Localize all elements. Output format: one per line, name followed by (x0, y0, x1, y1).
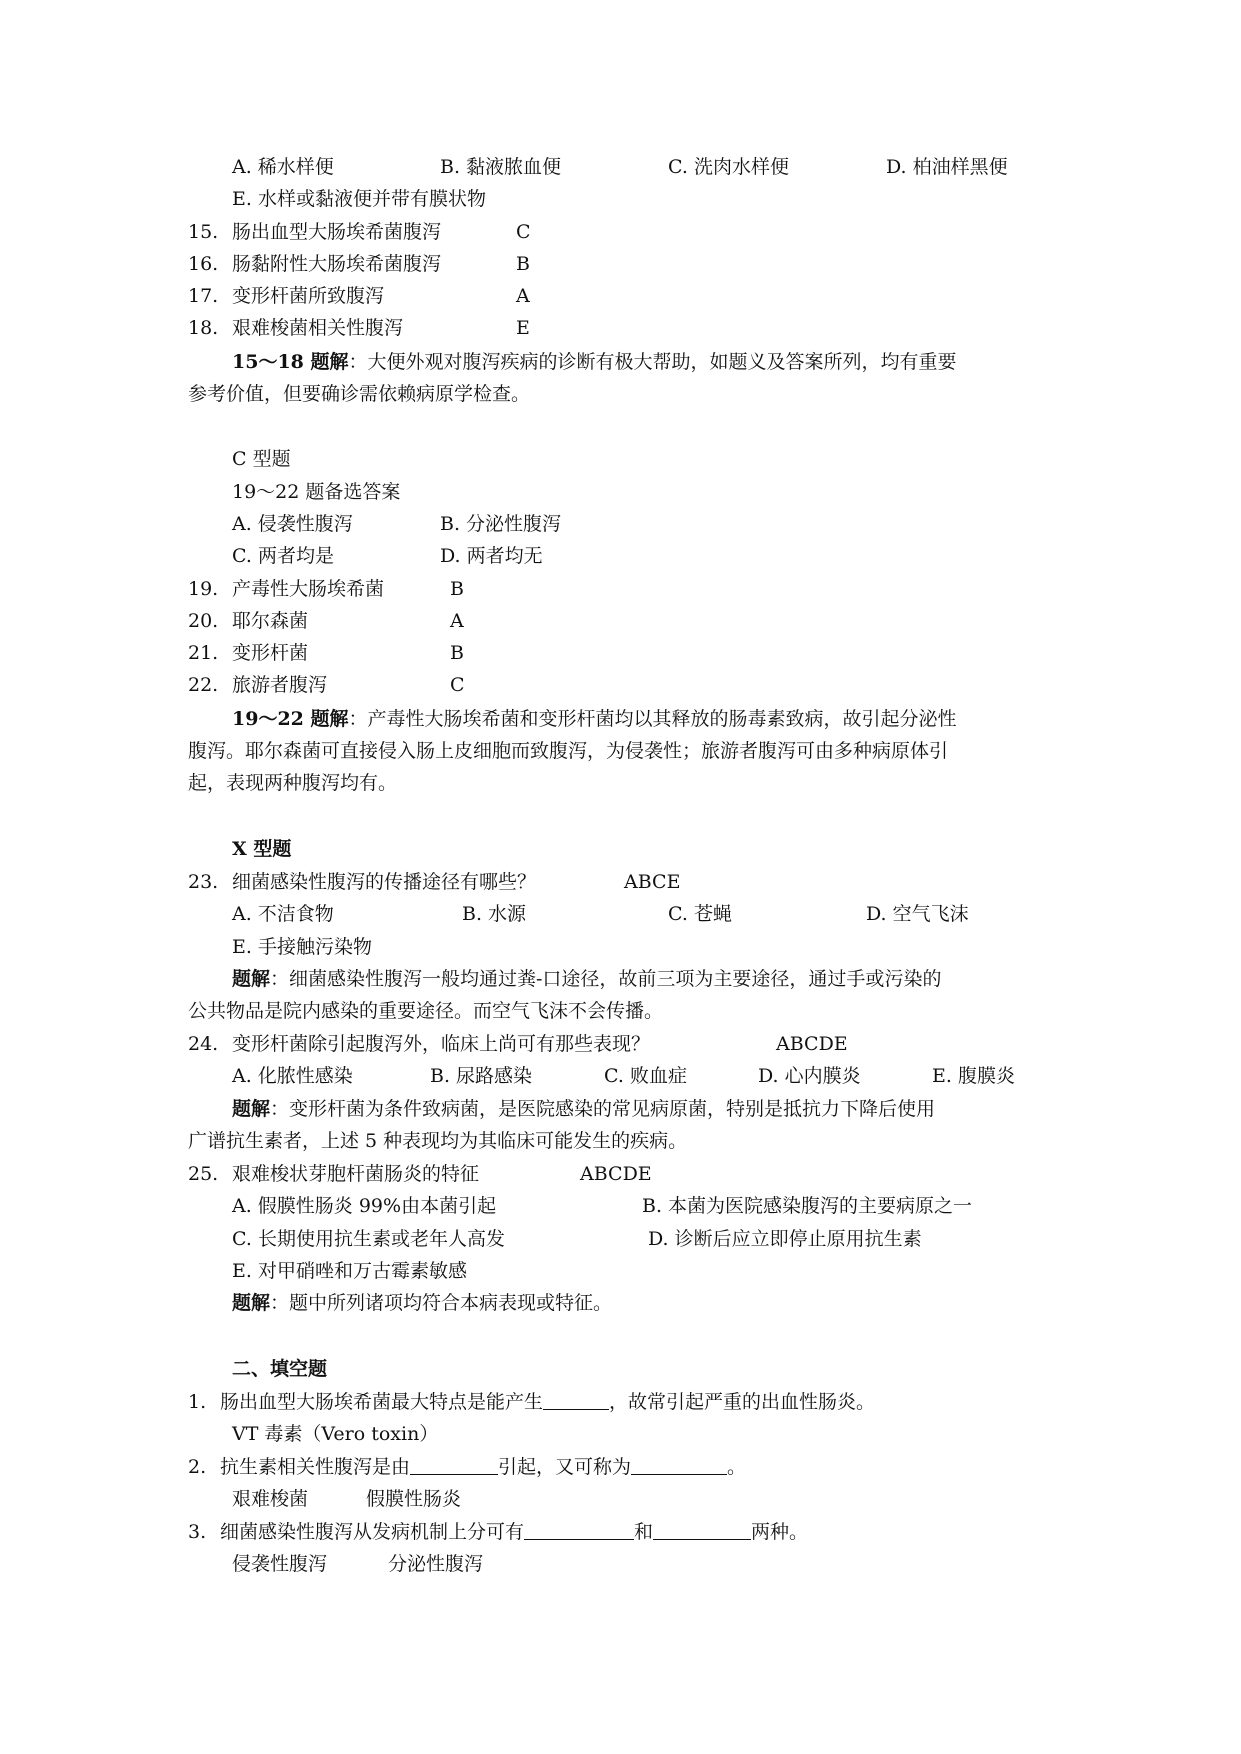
question-number: 25. (188, 1163, 219, 1185)
option-e: E. 腹膜炎 (932, 1065, 1015, 1087)
fill-blank (631, 1456, 727, 1475)
explanation-label: 15～18 题解 (232, 351, 349, 373)
question-number: 2. (188, 1456, 207, 1478)
explanation-text: 广谱抗生素者，上述 5 种表现均为其临床可能发生的疾病。 (188, 1130, 688, 1152)
fill-blank (524, 1521, 634, 1540)
option-e: E. 对甲硝唑和万古霉素敏感 (232, 1260, 467, 1282)
fill-answer: VT 毒素（Vero toxin） (232, 1423, 439, 1445)
option-a: A. 化脓性感染 (232, 1065, 353, 1087)
question-number: 17. (188, 285, 219, 307)
explanation-text: ：大便外观对腹泻疾病的诊断有极大帮助，如题义及答案所列，均有重要 (348, 351, 957, 373)
option-b: B. 本菌为医院感染腹泻的主要病原之一 (642, 1195, 973, 1217)
option-e: E. 手接触污染物 (232, 936, 372, 958)
section-title: X 型题 (232, 838, 292, 860)
section-subtitle: 19～22 题备选答案 (232, 481, 401, 503)
question-text: 肠出血型大肠埃希菌最大特点是能产生 (220, 1391, 544, 1413)
question-number: 3. (188, 1521, 207, 1543)
option-b: B. 水源 (462, 903, 527, 925)
explanation-paragraph (232, 706, 957, 732)
question-number: 24. (188, 1033, 219, 1055)
answer-key: B (450, 578, 464, 600)
question-text: 变形杆菌所致腹泻 (232, 285, 385, 307)
option-d: D. 柏油样黑便 (886, 156, 1008, 178)
option-d: D. 心内膜炎 (758, 1065, 861, 1087)
answer-key: A (450, 610, 464, 632)
fill-answer: 艰难梭菌 (232, 1488, 309, 1510)
explanation-paragraph (232, 1290, 612, 1316)
option-d: D. 两者均无 (440, 545, 543, 567)
question-text: 变形杆菌除引起腹泻外，临床上尚可有那些表现？ (232, 1033, 651, 1055)
explanation-label: 题解 (232, 1292, 271, 1314)
fill-answer: 侵袭性腹泻 (232, 1553, 328, 1575)
question-number: 1. (188, 1391, 207, 1413)
option-b: B. 分泌性腹泻 (440, 513, 562, 535)
explanation-label: 题解 (232, 1098, 271, 1120)
answer-key: C (450, 674, 465, 696)
explanation-text: 公共物品是院内感染的重要途径。而空气飞沫不会传播。 (188, 1000, 664, 1022)
question-text: 肠出血型大肠埃希菌腹泻 (232, 221, 442, 243)
option-a: A. 侵袭性腹泻 (232, 513, 353, 535)
answer-key: C (516, 221, 531, 243)
explanation-label: 19～22 题解 (232, 708, 349, 730)
question-number: 21. (188, 642, 219, 664)
question-text: 艰难梭菌相关性腹泻 (232, 317, 404, 339)
question-number: 19. (188, 578, 219, 600)
question-text: 旅游者腹泻 (232, 674, 328, 696)
explanation-text: 起，表现两种腹泻均有。 (188, 772, 398, 794)
explanation-text: 腹泻。耶尔森菌可直接侵入肠上皮细胞而致腹泻，为侵袭性；旅游者腹泻可由多种病原体引 (188, 740, 949, 762)
option-b: B. 尿路感染 (430, 1065, 533, 1087)
question-text: 细菌感染性腹泻的传播途径有哪些？ (232, 871, 537, 893)
question-text: 引起，又可称为 (498, 1456, 632, 1478)
explanation-paragraph (232, 1096, 935, 1122)
question-text: 。 (727, 1456, 747, 1478)
option-a: A. 不洁食物 (232, 903, 334, 925)
question-text: 肠黏附性大肠埃希菌腹泻 (232, 253, 442, 275)
question-text: 变形杆菌 (232, 642, 309, 664)
fill-blank (543, 1391, 609, 1410)
explanation-label: 题解 (232, 968, 271, 990)
explanation-text: ：题中所列诸项均符合本病表现或特征。 (270, 1292, 613, 1314)
option-c: C. 两者均是 (232, 545, 334, 567)
fill-answer: 假膜性肠炎 (366, 1488, 462, 1510)
option-a: A. 稀水样便 (232, 156, 334, 178)
answer-key: B (516, 253, 530, 275)
question-text: 产毒性大肠埃希菌 (232, 578, 385, 600)
section-title: 二、填空题 (232, 1358, 328, 1380)
answer-key: ABCDE (580, 1163, 652, 1185)
fill-blank (410, 1456, 498, 1475)
option-b: B. 黏液脓血便 (440, 156, 562, 178)
question-text: ，故常引起严重的出血性肠炎。 (609, 1391, 876, 1413)
option-c: C. 洗肉水样便 (668, 156, 789, 178)
question-text: 耶尔森菌 (232, 610, 309, 632)
option-d: D. 诊断后应立即停止原用抗生素 (648, 1228, 922, 1250)
option-d: D. 空气飞沫 (866, 903, 969, 925)
section-title: C 型题 (232, 448, 291, 470)
answer-key: ABCDE (776, 1033, 848, 1055)
question-number: 23. (188, 871, 219, 893)
question-number: 22. (188, 674, 219, 696)
explanation-text: ：变形杆菌为条件致病菌，是医院感染的常见病原菌，特别是抵抗力下降后使用 (270, 1098, 936, 1120)
option-e: E. 水样或黏液便并带有膜状物 (232, 188, 486, 210)
option-a: A. 假膜性肠炎 99%由本菌引起 (232, 1195, 497, 1217)
explanation-paragraph (232, 966, 941, 992)
answer-key: ABCE (624, 871, 681, 893)
question-text: 细菌感染性腹泻从发病机制上分可有 (220, 1521, 525, 1543)
answer-key: B (450, 642, 464, 664)
explanation-text: ：细菌感染性腹泻一般均通过粪-口途径，故前三项为主要途径，通过手或污染的 (270, 968, 942, 990)
answer-key: A (516, 285, 530, 307)
option-c: C. 败血症 (604, 1065, 687, 1087)
fill-question (220, 1454, 746, 1480)
explanation-paragraph (232, 349, 957, 375)
question-number: 18. (188, 317, 219, 339)
fill-question (220, 1519, 808, 1545)
answer-key: E (516, 317, 530, 339)
question-text: 两种。 (751, 1521, 809, 1543)
explanation-text: ：产毒性大肠埃希菌和变形杆菌均以其释放的肠毒素致病，故引起分泌性 (348, 708, 957, 730)
question-number: 20. (188, 610, 219, 632)
option-c: C. 苍蝇 (668, 903, 732, 925)
fill-blank (653, 1521, 751, 1540)
explanation-text: 参考价值，但要确诊需依赖病原学检查。 (188, 383, 531, 405)
question-number: 15. (188, 221, 219, 243)
fill-answer: 分泌性腹泻 (388, 1553, 484, 1575)
question-text: 和 (634, 1521, 654, 1543)
question-text: 抗生素相关性腹泻是由 (220, 1456, 411, 1478)
question-number: 16. (188, 253, 219, 275)
fill-question (220, 1389, 875, 1415)
option-c: C. 长期使用抗生素或老年人高发 (232, 1228, 505, 1250)
question-text: 艰难梭状芽胞杆菌肠炎的特征 (232, 1163, 480, 1185)
